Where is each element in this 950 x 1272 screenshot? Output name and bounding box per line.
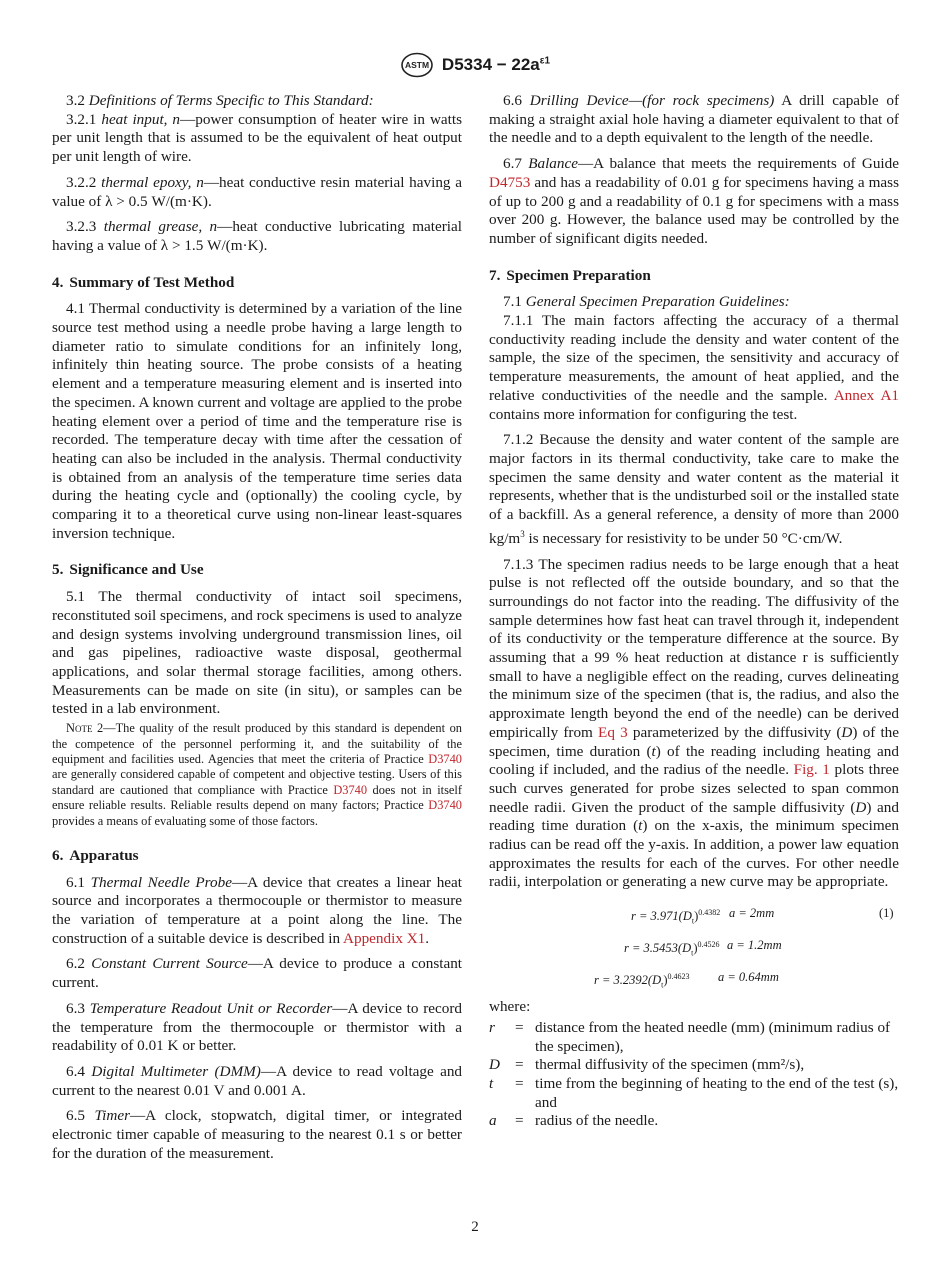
where-label: where: bbox=[489, 998, 531, 1016]
page-number: 2 bbox=[471, 1219, 479, 1235]
fig-1-link[interactable]: Fig. 1 bbox=[793, 761, 830, 779]
paragraph-6-5: 6.5 Timer—A clock, stopwatch, digital timer, or integrated electronic timer capable of measuring to the nearest 0.1 s or better for the duration of the measurement. bbox=[52, 1107, 462, 1162]
annex-a1-link[interactable]: Annex A1 bbox=[833, 386, 899, 404]
section-heading-5: 5. Significance and Use bbox=[52, 561, 204, 579]
paragraph-3-2-3: 3.2.3 thermal grease, n—heat conductive lubricating material having a value of λ > 1.5 W/(m·K). bbox=[52, 218, 462, 254]
paragraph-6-7: 6.7 Balance—A balance that meets the requirements of Guide D4753 and has a readability of 0.01 g for specimens having a mass of up to 200 g and a readability of 0.1 g for specimens with a mass over 200 g. However, the balance used may be controlled by the number of significant digits needed. bbox=[489, 155, 899, 247]
definition-item: t = time from the beginning of heating to the end of the test (s), and bbox=[489, 1075, 899, 1111]
paragraph-7-1-2: 7.1.2 Because the density and water content of the sample are major factors in its thermal conductivity, take care to make the specimen the same density and water content as the material it represents, whether that is the undisturbed soil or the installed state of a backfill. As a general reference, a density of more than 2000 $kg/m^3$ is necessary for resistivity to be under 50 °C·cm/W. bbox=[489, 431, 899, 547]
paragraph-6-4: 6.4 Digital Multimeter (DMM)—A device to read voltage and current to the nearest 0.01 V and 0.001 A. bbox=[52, 1062, 463, 1099]
section-heading-7: 7. Specimen Preparation bbox=[489, 266, 651, 284]
section-heading-4: 4. Summary of Test Method bbox=[52, 273, 235, 291]
d4753-link[interactable]: D4753 bbox=[489, 173, 531, 191]
paragraph-6-3: 6.3 Temperature Readout Unit or Recorder—A device to record the temperature from the thermocouple or thermistor with a readability of 0.01 K or better. bbox=[52, 999, 463, 1055]
paragraph-7-1-3: 7.1.3 The specimen radius needs to be large enough that a heat pulse is not reflected off the outside boundary, and so that the surroundings do not factor into the reading. The diffusivity of the sample determines how fast heat can travel through it, independent of its conductivity or the temperature difference at the source. By assuming that a 99 % heat reduction at distance r is sufficiently small to have a negligible effect on the reading, curves delineating the minimum size of the specimen (that is, the radius, and also the approximate length beyond the end of the needle) can be derived empirically from Eq 3 parameterized by the diffusivity (D) of the specimen, time duration (t) of the reading including heating and cooling if included, and the radius of the needle. Fig. 1 plots three such curves generated for probe sizes selected to span common needle radii. Given the product of the sample diffusivity (D) and reading time duration (t) on the x-axis, the minimum specimen radius can be read off the y-axis. In addition, a power law equation approximates the results for each of the curves. For other needle radii, interpolation or generating a new curve may be appropriate. bbox=[489, 555, 900, 891]
paragraph-4-1: 4.1 Thermal conductivity is determined by a variation of the line source test method using a needle probe having a large length to diameter ratio to simulate conditions for an infinitely long, infinitely thin heating source. The probe consists of a heating element and a temperature measuring element and is inserted into the specimen. A known current and voltage are applied to the probe heating element over a period of time and the temperature rise is recorded. The temperature decay with time after the cessation of heating can also be included in the analysis. Thermal conductivity is obtained from an analysis of the temperature time series data during the heating cycle and (optionally) the cooling cycle, by comparing it to a theoretical curve using non-linear least-squares inversion technique. bbox=[52, 300, 462, 542]
left-column bbox=[52, 92, 462, 1163]
paragraph-6-6: 6.6 Drilling Device—(for rock specimens) A drill capable of making a straight axial hole having a diameter equivalent to that of the needle and to a depth equivalent to the length of the needle. bbox=[489, 92, 899, 147]
d3740-link[interactable]: D3740 bbox=[428, 751, 462, 766]
definition-item: a = radius of the needle. bbox=[489, 1112, 659, 1130]
equation-3: $r = 3.2392(D_t)^{0.4623}$ a = 0.64mm bbox=[594, 970, 779, 990]
section-heading-6: 6. Apparatus bbox=[52, 846, 139, 864]
paragraph-7-1: 7.1 General Specimen Preparation Guidelines: bbox=[503, 293, 790, 311]
svg-text:ASTM: ASTM bbox=[404, 60, 429, 70]
paragraph-6-1: 6.1 Thermal Needle Probe—A device that creates a linear heat source and incorporates a thermocouple or thermistor to measure the variation of temperature at a point along the line. The construction of a suitable device is described in Appendix X1. bbox=[52, 873, 462, 947]
definition-item: r = distance from the heated needle (mm) (minimum radius of the specimen), bbox=[489, 1018, 891, 1055]
appendix-x1-link[interactable]: Appendix X1 bbox=[343, 929, 426, 947]
variable-definitions bbox=[489, 1019, 899, 1131]
paragraph-3-2-2: 3.2.2 thermal epoxy, n—heat conductive resin material having a value of λ > 0.5 W/(m·K). bbox=[52, 173, 463, 210]
equation-1: $r = 3.971(D_t)^{0.4382}$ a = 2mm (1) bbox=[631, 906, 894, 926]
paragraph-3-2-1: 3.2.1 heat input, n—power consumption of heater wire in watts per unit length that is assumed to be the equivalent of heat output per unit length of wire. bbox=[52, 110, 463, 166]
paragraph-6-2: 6.2 Constant Current Source—A device to produce a constant current. bbox=[52, 955, 463, 992]
page-header bbox=[0, 52, 950, 78]
astm-logo-icon bbox=[400, 52, 434, 78]
paragraph-3-2: 3.2 Definitions of Terms Specific to This Standard: bbox=[66, 92, 374, 109]
eq-3-link[interactable]: Eq 3 bbox=[598, 723, 628, 741]
paragraph-7-1-1: 7.1.1 The main factors affecting the accuracy of a thermal conductivity reading include the density and water content of the sample, the size of the specimen, the sensitivity and accuracy of temperature measurements, the amount of heat applied, and the relative conductivities of the needle and the sample. Annex A1 contains more information for configuring the test. bbox=[489, 312, 899, 423]
document-id: $D5334 - 22a^{\varepsilon 1}$ bbox=[441, 55, 551, 74]
definition-item: D = thermal diffusivity of the specimen (mm²/s), bbox=[489, 1056, 805, 1074]
equation-2: $r = 3.5453(D_t)^{0.4526}$ a = 1.2mm bbox=[624, 938, 782, 958]
d3740-link[interactable]: D3740 bbox=[428, 798, 462, 813]
paragraph-5-1: 5.1 The thermal conductivity of intact soil specimens, reconstituted soil specimens, and rock specimens is used to analyze and design systems involving underground transmission lines, oil and gas pipelines, radioactive waste disposal, geothermal applications, and solar thermal storage facilities, among others. Measurements can be made on site (in situ), or samples can be tested in a lab environment. bbox=[52, 588, 462, 718]
right-column bbox=[489, 92, 899, 1131]
note-2: Note 2—The quality of the result produced by this standard is dependent on the competence of the personnel performing it, and the suitability of the equipment and facilities used. Agencies that meet the criteria of Practice D3740 are generally considered capable of competent and objective testing. Users of this standard are cautioned that compliance with Practice D3740 does not in itself ensure reliable results. Reliable results depend on many factors; Practice D3740 provides a means of evaluating some of those factors. bbox=[52, 721, 462, 828]
d3740-link[interactable]: D3740 bbox=[333, 782, 368, 797]
